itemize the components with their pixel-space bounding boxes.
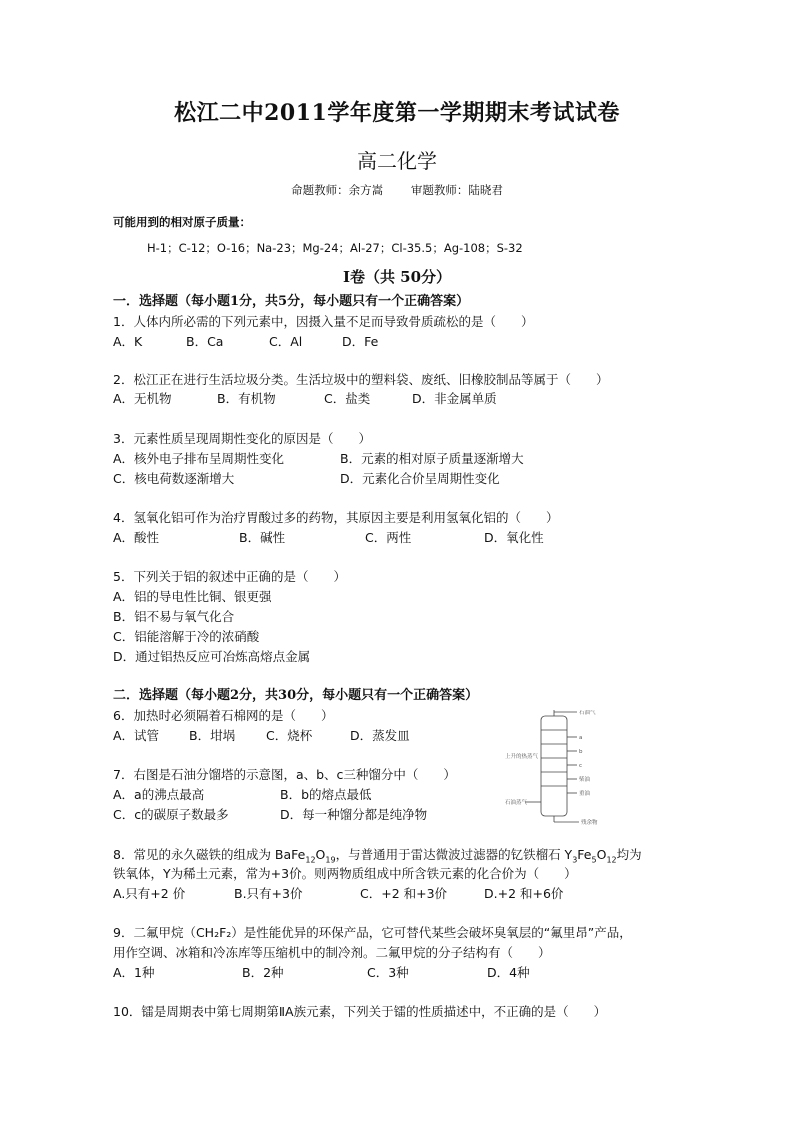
- label-c: c: [579, 763, 583, 769]
- q1-option-a: A．K: [113, 334, 143, 349]
- q5-option-b: B．铝不易与氧气化合: [113, 609, 235, 624]
- q7-option-a: A．a的沸点最高: [113, 787, 205, 802]
- label-b: b: [579, 749, 583, 755]
- question-1-stem: 1．人体内所必需的下列元素中，因摄入量不足而导致骨质疏松的是（ ）: [113, 314, 534, 329]
- question-6-stem: 6．加热时必须隔着石棉网的是（ ）: [113, 708, 334, 723]
- q9-option-d: D．4种: [487, 965, 530, 980]
- q8-option-a: A.只有+2 价: [113, 886, 186, 901]
- q5-option-c: C．铝能溶解于冷的浓硝酸: [113, 629, 260, 644]
- q9-option-a: A．1种: [113, 965, 155, 980]
- atomic-mass-values: H-1；C-12；O-16；Na-23；Mg-24；Al-27；Cl-35.5；Ag-108；S-32: [147, 241, 523, 255]
- tower-body: [541, 716, 567, 816]
- q1-option-c: C．Al: [269, 334, 303, 349]
- q4-option-a: A．酸性: [113, 530, 160, 545]
- q9-option-b: B．2种: [242, 965, 284, 980]
- label-gasoil: 柴油: [579, 777, 591, 783]
- q7-option-b: B．b的熔点最低: [280, 787, 372, 802]
- q2-option-c: C．盐类: [324, 391, 371, 406]
- question-8-stem: 8．常见的永久磁铁的组成为 $BaFe_{12}O_{19}$，与普通用于雷达微波过滤器的钇铁榴石 $Y_3Fe_5O_{12}$均为: [113, 847, 642, 865]
- q1-option-b: B．Ca: [186, 334, 224, 349]
- question-9-line2: 用作空调、冰箱和冷冻库等压缩机中的制冷剂。二氟甲烷的分子结构有（ ）: [113, 945, 551, 960]
- q4-option-c: C．两性: [365, 530, 412, 545]
- q8-option-c: C．+2 和+3价: [360, 886, 448, 901]
- exam-title: 松江二中2011学年度第一学期期末考试试卷: [174, 100, 620, 126]
- teachers-line: [0, 182, 794, 198]
- q4-option-d: D．氧化性: [484, 530, 544, 545]
- exam-subject: 高二化学: [357, 149, 437, 173]
- label-top: 石油气: [579, 710, 596, 716]
- q6-option-b: B．坩埚: [189, 728, 236, 743]
- question-7-stem: 7．右图是石油分馏塔的示意图，a、b、c三种馏分中（ ）: [113, 767, 456, 782]
- question-5-stem: 5．下列关于铝的叙述中正确的是（ ）: [113, 569, 346, 584]
- question-2-stem: 2．松江正在进行生活垃圾分类。生活垃圾中的塑料袋、废纸、旧橡胶制品等属于（ ）: [113, 372, 609, 387]
- q3-option-a: A．核外电子排布呈周期性变化: [113, 451, 285, 466]
- label-a: a: [579, 735, 583, 741]
- question-3-stem: 3．元素性质呈现周期性变化的原因是（ ）: [113, 431, 371, 446]
- q8-option-b: B.只有+3价: [234, 886, 303, 901]
- q4-option-b: B．碱性: [239, 530, 286, 545]
- q9-option-c: C．3种: [367, 965, 409, 980]
- q6-option-a: A．试管: [113, 728, 160, 743]
- label-residue: 残余物: [581, 820, 598, 825]
- q7-option-d: D．每一种馏分都是纯净物: [280, 807, 428, 822]
- q2-option-b: B．有机物: [217, 391, 276, 406]
- q5-option-a: A．铝的导电性比铜、银更强: [113, 589, 272, 604]
- q1-option-d: D．Fe: [342, 334, 379, 349]
- q3-option-b: B．元素的相对原子质量逐渐增大: [340, 451, 524, 466]
- author: 命题教师：余方嵩: [291, 183, 384, 197]
- question-4-stem: 4．氢氧化铝可作为治疗胃酸过多的药物，其原因主要是利用氢氧化铝的（ ）: [113, 510, 559, 525]
- part1-title: I卷（共 50分）: [342, 268, 452, 286]
- label-heavy: 重油: [579, 791, 591, 797]
- q5-option-d: D．通过铝热反应可冶炼高熔点金属: [113, 649, 311, 664]
- q2-option-d: D．非金属单质: [412, 391, 497, 406]
- q3-option-d: D．元素化合价呈周期性变化: [340, 471, 500, 486]
- q6-option-d: D．蒸发皿: [350, 728, 410, 743]
- q3-option-c: C．核电荷数逐渐增大: [113, 471, 235, 486]
- label-input: 石油蒸气: [505, 800, 528, 806]
- question-8-line2: 铁氧体，Y为稀土元素，常为+3价。则两物质组成中所含铁元素的化合价为（ ）: [113, 866, 577, 881]
- label-rising-gas: 上升的热蒸气: [505, 754, 539, 760]
- q6-option-c: C．烧杯: [266, 728, 313, 743]
- q8-option-d: D.+2 和+6价: [484, 886, 564, 901]
- section1-heading: 一．选择题（每小题1分，共5分，每小题只有一个正确答案）: [113, 294, 470, 309]
- question-9-stem: 9．二氟甲烷（CH₂F₂）是性能优异的环保产品，它可替代某些会破坏臭氧层的“氟里昂”产品，: [113, 925, 632, 940]
- section2-heading: 二．选择题（每小题2分，共30分，每小题只有一个正确答案）: [113, 688, 479, 703]
- q7-option-c: C．c的碳原子数最多: [113, 807, 229, 822]
- q2-option-a: A．无机物: [113, 391, 172, 406]
- atomic-mass-heading: 可能用到的相对原子质量：: [113, 215, 251, 229]
- distillation-tower-diagram: [505, 710, 615, 825]
- reviewer: 审题教师：陆晓君: [410, 183, 503, 197]
- question-10-stem: 10．镭是周期表中第七周期第ⅡA族元素，下列关于镭的性质描述中，不正确的是（ ）: [113, 1004, 607, 1019]
